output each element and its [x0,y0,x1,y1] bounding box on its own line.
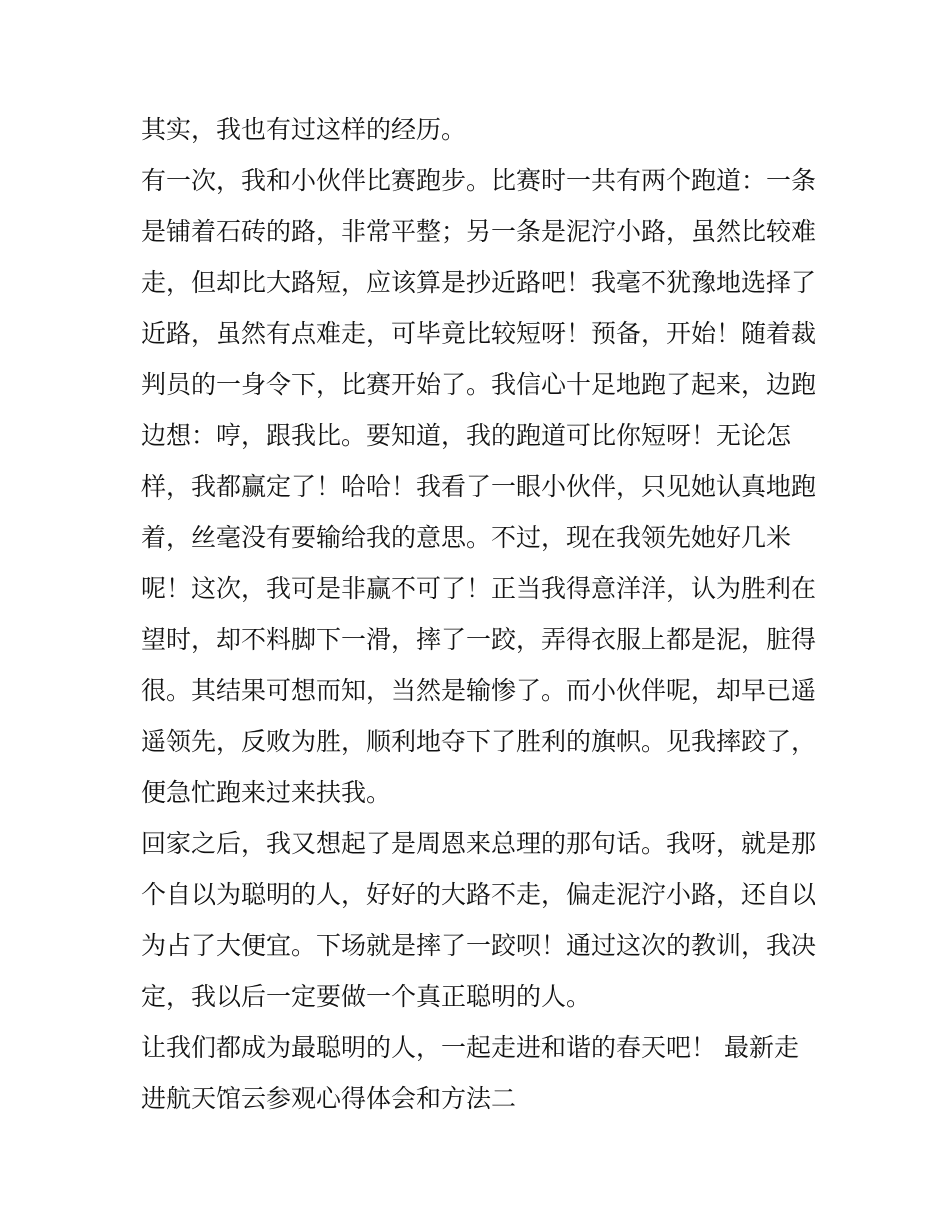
text-line-8: 样，我都赢定了！哈哈！我看了一眼小伙伴，只见她认真地跑 [141,472,817,501]
text-line-4: 走，但却比大路短，应该算是抄近路吧！我毫不犹豫地选择了 [141,268,817,297]
text-line-13: 遥领先，反败为胜，顺利地夺下了胜利的旗帜。见我摔跤了， [141,727,817,756]
text-line-11: 望时，却不料脚下一滑，摔了一跤，弄得衣服上都是泥，脏得 [141,625,817,654]
text-line-19: 让我们都成为最聪明的人，一起走进和谐的春天吧！ 最新走 [141,1033,799,1062]
text-line-7: 边想：哼，跟我比。要知道，我的跑道可比你短呀！无论怎 [141,421,792,450]
text-line-5: 近路，虽然有点难走，可毕竟比较短呀！预备，开始！随着裁 [141,319,817,348]
body-text [141,104,821,1124]
text-line-1: 其实，我也有过这样的经历。 [141,115,467,144]
text-line-17: 为占了大便宜。下场就是摔了一跤呗！通过这次的教训，我决 [141,931,817,960]
text-line-2: 有一次，我和小伙伴比赛跑步。比赛时一共有两个跑道：一条 [141,166,817,195]
text-line-14: 便急忙跑来过来扶我。 [141,778,392,807]
text-line-10: 呢！这次，我可是非赢不可了！正当我得意洋洋，认为胜利在 [141,574,817,603]
text-line-16: 个自以为聪明的人，好好的大路不走，偏走泥泞小路，还自以 [141,880,817,909]
text-line-20: 进航天馆云参观心得体会和方法二 [141,1084,517,1113]
text-line-6: 判员的一身令下，比赛开始了。我信心十足地跑了起来，边跑 [141,370,817,399]
text-line-12: 很。其结果可想而知，当然是输惨了。而小伙伴呢，却早已遥 [141,676,817,705]
text-line-9: 着，丝毫没有要输给我的意思。不过，现在我领先她好几米 [141,523,792,552]
text-line-3: 是铺着石砖的路，非常平整；另一条是泥泞小路，虽然比较难 [141,217,817,246]
text-line-18: 定，我以后一定要做一个真正聪明的人。 [141,982,592,1011]
text-line-15: 回家之后，我又想起了是周恩来总理的那句话。我呀，就是那 [141,829,817,858]
